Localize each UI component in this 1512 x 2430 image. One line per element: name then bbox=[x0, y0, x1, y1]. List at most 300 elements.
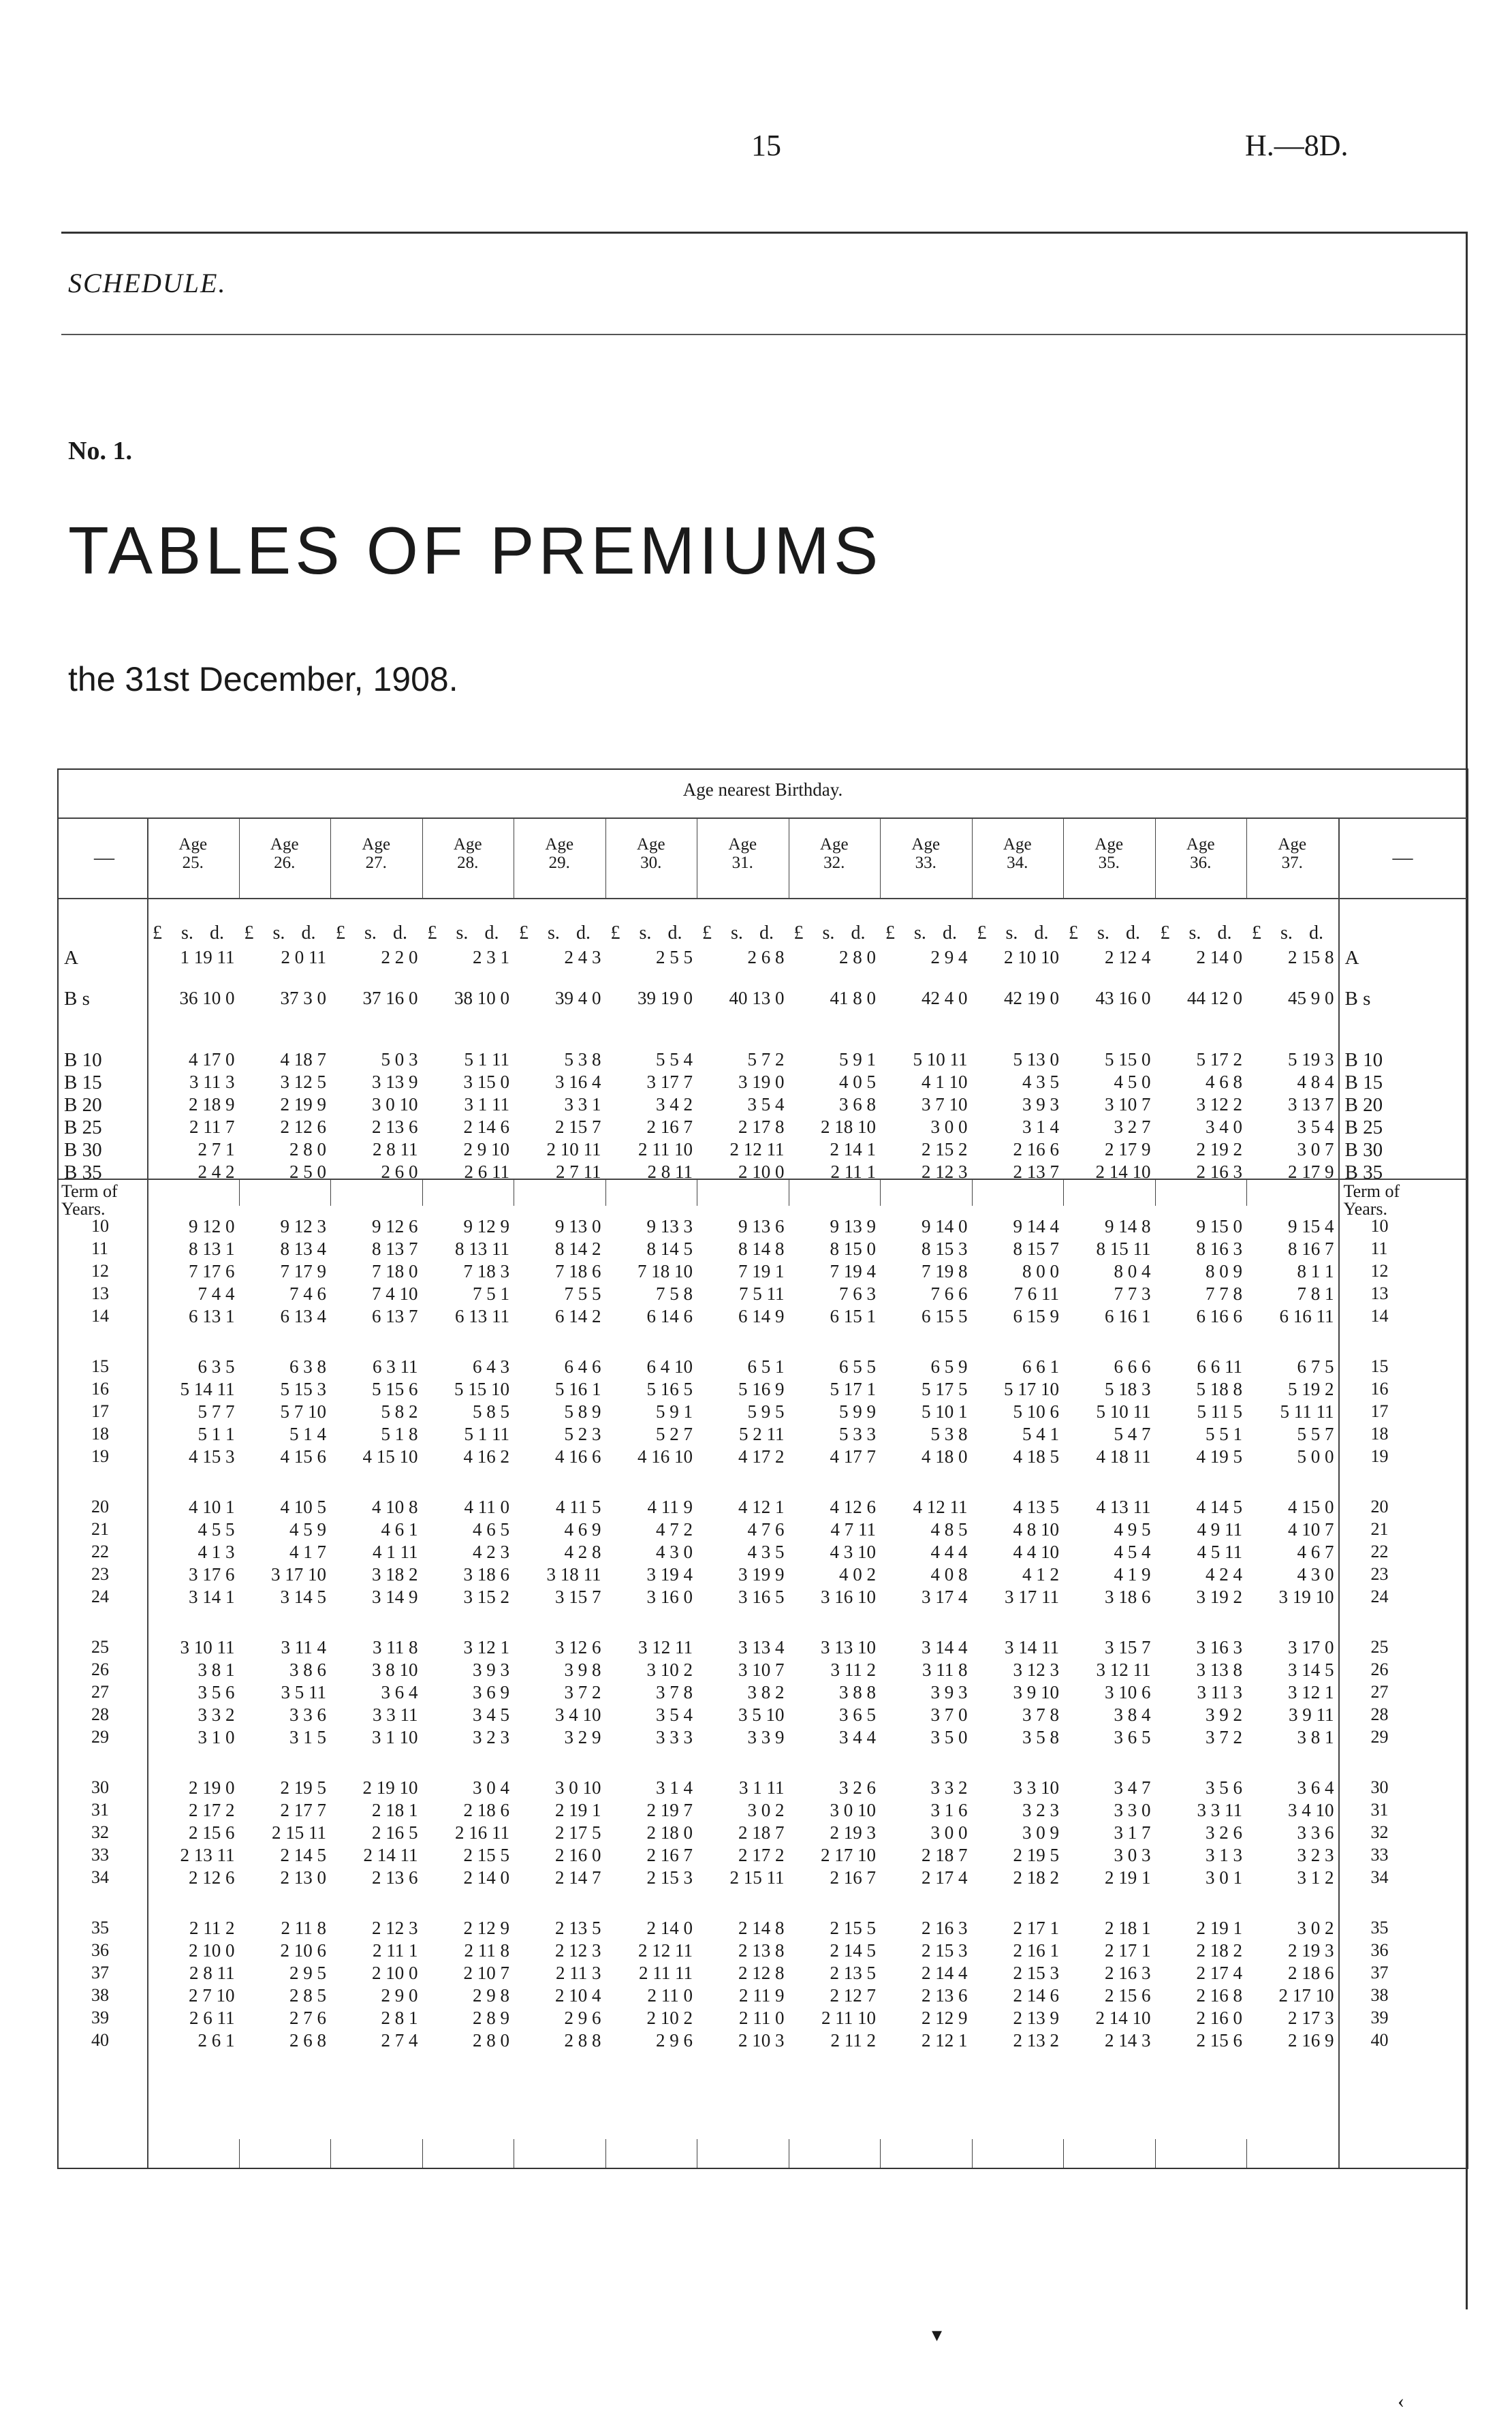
unit-label: £ bbox=[519, 922, 529, 944]
premium-value: 5 0 3 bbox=[381, 1049, 418, 1070]
premium-value: 2 13 7 bbox=[1013, 1162, 1059, 1182]
premium-value: 5 9 1 bbox=[656, 1401, 693, 1422]
premium-value: 42 19 0 bbox=[1004, 988, 1059, 1008]
term-year: 40 bbox=[91, 2030, 109, 2050]
premium-value: 3 3 2 bbox=[930, 1777, 968, 1798]
premium-value: 5 17 2 bbox=[1196, 1049, 1242, 1070]
unit-label: £ bbox=[427, 922, 437, 944]
age-value: 35. bbox=[1098, 854, 1120, 872]
premium-value: 2 17 4 bbox=[922, 1867, 968, 1888]
term-year: 39 bbox=[91, 2008, 109, 2027]
age-header bbox=[147, 835, 239, 872]
term-year: 28 bbox=[1370, 1704, 1389, 1724]
premium-value: 6 16 6 bbox=[1196, 1306, 1242, 1326]
premium-value: 4 5 0 bbox=[1114, 1072, 1151, 1092]
table-rule bbox=[59, 898, 1467, 899]
unit-label: s. bbox=[731, 922, 743, 944]
premium-value: 43 16 0 bbox=[1095, 988, 1151, 1008]
table-rule bbox=[605, 2139, 606, 2168]
premium-value: 8 0 9 bbox=[1206, 1261, 1242, 1281]
premium-value: 2 12 9 bbox=[463, 1918, 509, 1938]
premium-value: 4 1 2 bbox=[1022, 1564, 1059, 1585]
age-value: 34. bbox=[1007, 854, 1028, 872]
premium-value: 3 12 1 bbox=[463, 1637, 509, 1657]
premium-value: 6 3 11 bbox=[373, 1356, 418, 1377]
premium-value: 4 11 0 bbox=[464, 1497, 509, 1517]
premium-value: 5 19 3 bbox=[1288, 1049, 1334, 1070]
premium-value: 2 18 7 bbox=[922, 1845, 968, 1865]
premium-value: 2 7 1 bbox=[198, 1139, 235, 1159]
term-year: 30 bbox=[91, 1777, 109, 1797]
term-year: 13 bbox=[91, 1283, 109, 1303]
premium-value: 5 10 1 bbox=[922, 1401, 968, 1422]
premium-value: 2 18 2 bbox=[1013, 1867, 1059, 1888]
premium-value: 3 16 0 bbox=[646, 1587, 693, 1607]
unit-label: s. bbox=[548, 922, 560, 944]
premium-value: 7 18 3 bbox=[463, 1261, 509, 1281]
premium-value: 3 12 1 bbox=[1288, 1682, 1334, 1702]
premium-value: 3 7 10 bbox=[922, 1094, 968, 1115]
row-label: A bbox=[64, 947, 78, 969]
term-year: 27 bbox=[91, 1682, 109, 1702]
premium-value: 3 16 3 bbox=[1196, 1637, 1242, 1657]
premium-value: 8 1 1 bbox=[1297, 1261, 1334, 1281]
premium-value: 2 8 9 bbox=[473, 2008, 509, 2028]
premium-value: 4 7 2 bbox=[656, 1519, 693, 1540]
premium-value: 3 12 2 bbox=[1196, 1094, 1242, 1115]
premium-value: 4 4 4 bbox=[930, 1542, 968, 1562]
premium-value: 6 3 8 bbox=[289, 1356, 326, 1377]
premium-value: 9 13 3 bbox=[646, 1216, 693, 1236]
unit-label: d. bbox=[576, 922, 590, 944]
premium-value: 3 9 10 bbox=[1013, 1682, 1059, 1702]
premium-value: 40 13 0 bbox=[729, 988, 785, 1008]
premium-value: 2 18 7 bbox=[738, 1822, 785, 1843]
premium-value: 5 1 4 bbox=[289, 1424, 326, 1444]
page-subtitle: the 31st December, 1908. bbox=[68, 660, 458, 698]
premium-value: 39 19 0 bbox=[637, 988, 693, 1008]
premium-value: 3 12 3 bbox=[1013, 1660, 1059, 1680]
premium-value: 4 7 6 bbox=[747, 1519, 785, 1540]
premium-value: 4 18 11 bbox=[1096, 1446, 1151, 1467]
premium-value: 3 1 5 bbox=[289, 1727, 326, 1747]
premium-value: 6 5 1 bbox=[747, 1356, 785, 1377]
age-value: 26. bbox=[274, 854, 296, 872]
table-rule bbox=[1063, 1179, 1064, 1206]
premium-value: 3 14 1 bbox=[189, 1587, 235, 1607]
premium-value: 2 12 6 bbox=[189, 1867, 235, 1888]
term-year: 20 bbox=[91, 1497, 109, 1516]
premium-value: 3 0 2 bbox=[747, 1800, 785, 1820]
premium-value: 5 15 3 bbox=[280, 1379, 326, 1399]
premium-value: 2 2 0 bbox=[381, 947, 418, 967]
premium-value: 2 7 10 bbox=[189, 1985, 235, 2006]
premium-value: 5 2 11 bbox=[739, 1424, 785, 1444]
premium-value: 2 16 3 bbox=[1196, 1162, 1242, 1182]
premium-value: 2 11 8 bbox=[464, 1940, 509, 1961]
age-header bbox=[1155, 835, 1247, 872]
premium-value: 3 8 1 bbox=[198, 1660, 235, 1680]
premium-value: 2 13 9 bbox=[1013, 2008, 1059, 2028]
term-year: 21 bbox=[91, 1519, 109, 1539]
premium-value: 3 1 10 bbox=[372, 1727, 418, 1747]
term-year: 14 bbox=[91, 1306, 109, 1326]
premium-value: 2 15 3 bbox=[922, 1940, 968, 1961]
premium-value: 6 13 4 bbox=[280, 1306, 326, 1326]
premium-value: 2 8 5 bbox=[289, 1985, 326, 2006]
unit-label: d. bbox=[667, 922, 682, 944]
premium-value: 7 5 8 bbox=[656, 1283, 693, 1304]
premium-value: 6 4 10 bbox=[646, 1356, 693, 1377]
premium-value: 6 4 3 bbox=[473, 1356, 509, 1377]
premium-value: 3 9 2 bbox=[1206, 1704, 1242, 1725]
unit-label: s. bbox=[272, 922, 285, 944]
unit-label: £ bbox=[1160, 922, 1170, 944]
premium-value: 5 8 5 bbox=[473, 1401, 509, 1422]
premium-value: 2 10 2 bbox=[646, 2008, 693, 2028]
premium-value: 2 8 11 bbox=[189, 1963, 235, 1983]
premium-value: 3 6 4 bbox=[1297, 1777, 1334, 1798]
age-value: 31. bbox=[731, 854, 753, 872]
premium-value: 2 15 5 bbox=[463, 1845, 509, 1865]
page-number: 15 bbox=[751, 129, 781, 162]
premium-value: 4 8 10 bbox=[1013, 1519, 1059, 1540]
age-value: 33. bbox=[915, 854, 936, 872]
page-title: TABLES OF PREMIUMS bbox=[68, 513, 883, 588]
premium-value: 8 15 0 bbox=[830, 1239, 876, 1259]
premium-value: 2 10 4 bbox=[555, 1985, 601, 2006]
age-prefix: Age bbox=[728, 835, 757, 854]
table-rule bbox=[880, 1179, 881, 1206]
premium-value: 3 10 7 bbox=[738, 1660, 785, 1680]
premium-value: 3 5 4 bbox=[656, 1704, 693, 1725]
age-value: 30. bbox=[640, 854, 662, 872]
premium-value: 5 16 5 bbox=[646, 1379, 693, 1399]
premium-value: 3 9 3 bbox=[473, 1660, 509, 1680]
premium-value: 2 11 2 bbox=[189, 1918, 235, 1938]
unit-label: £ bbox=[977, 922, 987, 944]
row-label: B 10 bbox=[64, 1049, 102, 1071]
premium-value: 7 6 6 bbox=[930, 1283, 968, 1304]
premium-value: 2 14 11 bbox=[363, 1845, 418, 1865]
premium-value: 5 19 2 bbox=[1288, 1379, 1334, 1399]
premium-value: 44 12 0 bbox=[1187, 988, 1242, 1008]
premium-value: 2 15 8 bbox=[1288, 947, 1334, 967]
premium-value: 2 14 7 bbox=[555, 1867, 601, 1888]
premium-value: 4 6 9 bbox=[564, 1519, 601, 1540]
premium-value: 4 2 4 bbox=[1206, 1564, 1242, 1585]
unit-label: s. bbox=[456, 922, 469, 944]
term-year: 15 bbox=[1370, 1356, 1389, 1376]
header-dash: — bbox=[1392, 846, 1413, 869]
age-header bbox=[239, 835, 331, 872]
term-heading bbox=[1344, 1183, 1400, 1218]
premium-value: 2 4 3 bbox=[564, 947, 601, 967]
premium-value: 2 19 9 bbox=[280, 1094, 326, 1115]
header-rule bbox=[61, 232, 1466, 234]
premium-value: 5 18 8 bbox=[1196, 1379, 1242, 1399]
premium-value: 9 12 9 bbox=[463, 1216, 509, 1236]
premium-value: 4 5 11 bbox=[1197, 1542, 1242, 1562]
premium-value: 4 13 5 bbox=[1013, 1497, 1059, 1517]
row-label: B 20 bbox=[64, 1094, 102, 1116]
premium-value: 3 10 6 bbox=[1105, 1682, 1151, 1702]
premium-value: 2 14 0 bbox=[463, 1867, 509, 1888]
premium-value: 2 16 5 bbox=[372, 1822, 418, 1843]
premium-value: 3 9 3 bbox=[930, 1682, 968, 1702]
premium-value: 7 7 8 bbox=[1206, 1283, 1242, 1304]
unit-label: £ bbox=[610, 922, 620, 944]
premium-value: 7 5 1 bbox=[473, 1283, 509, 1304]
premium-value: 4 12 6 bbox=[830, 1497, 876, 1517]
premium-value: 5 13 0 bbox=[1013, 1049, 1059, 1070]
term-year: 31 bbox=[91, 1800, 109, 1820]
premium-value: 2 18 6 bbox=[1288, 1963, 1334, 1983]
premium-value: 4 14 5 bbox=[1196, 1497, 1242, 1517]
row-label: B 15 bbox=[1344, 1072, 1383, 1093]
premium-value: 5 1 8 bbox=[381, 1424, 418, 1444]
premium-value: 2 12 11 bbox=[638, 1940, 693, 1961]
term-year: 33 bbox=[91, 1845, 109, 1865]
unit-label: d. bbox=[484, 922, 499, 944]
premium-value: 5 17 1 bbox=[830, 1379, 876, 1399]
premium-value: 3 17 4 bbox=[922, 1587, 968, 1607]
table-rule bbox=[1063, 2139, 1064, 2168]
premium-value: 3 13 8 bbox=[1196, 1660, 1242, 1680]
premium-value: 5 4 7 bbox=[1114, 1424, 1151, 1444]
premium-value: 2 6 11 bbox=[189, 2008, 235, 2028]
premium-value: 3 18 6 bbox=[1105, 1587, 1151, 1607]
premium-value: 2 11 3 bbox=[556, 1963, 601, 1983]
premium-value: 5 0 0 bbox=[1297, 1446, 1334, 1467]
premium-value: 3 19 0 bbox=[738, 1072, 785, 1092]
age-value: 37. bbox=[1281, 854, 1303, 872]
premium-value: 2 13 6 bbox=[372, 1117, 418, 1137]
premium-value: 3 18 6 bbox=[463, 1564, 509, 1585]
premium-value: 2 10 11 bbox=[546, 1139, 601, 1159]
term-year: 19 bbox=[1370, 1446, 1389, 1466]
premium-value: 2 6 8 bbox=[289, 2030, 326, 2051]
premium-value: 5 9 1 bbox=[839, 1049, 876, 1070]
premium-value: 5 10 11 bbox=[913, 1049, 968, 1070]
term-year: 21 bbox=[1370, 1519, 1389, 1539]
premium-value: 2 15 3 bbox=[1013, 1963, 1059, 1983]
premium-value: 7 4 6 bbox=[289, 1283, 326, 1304]
premium-value: 8 14 8 bbox=[738, 1239, 785, 1259]
premium-value: 2 11 8 bbox=[281, 1918, 326, 1938]
premium-value: 2 19 1 bbox=[1105, 1867, 1151, 1888]
premium-value: 3 1 11 bbox=[739, 1777, 785, 1798]
term-year: 16 bbox=[1370, 1379, 1389, 1399]
unit-label: d. bbox=[210, 922, 224, 944]
premium-value: 2 8 1 bbox=[381, 2008, 418, 2028]
premium-value: 2 19 7 bbox=[646, 1800, 693, 1820]
premium-value: 4 17 7 bbox=[830, 1446, 876, 1467]
premium-value: 9 14 8 bbox=[1105, 1216, 1151, 1236]
premium-value: 4 9 11 bbox=[1197, 1519, 1242, 1540]
footer-mark: ‹ bbox=[1398, 2390, 1404, 2412]
term-year: 35 bbox=[1370, 1918, 1389, 1937]
premium-value: 6 7 5 bbox=[1297, 1356, 1334, 1377]
premium-value: 7 4 10 bbox=[372, 1283, 418, 1304]
premium-value: 6 15 1 bbox=[830, 1306, 876, 1326]
number-label: No. 1. bbox=[68, 437, 132, 465]
premium-value: 3 19 2 bbox=[1196, 1587, 1242, 1607]
premium-value: 4 18 0 bbox=[922, 1446, 968, 1467]
premium-value: 6 13 11 bbox=[455, 1306, 509, 1326]
premium-value: 3 15 0 bbox=[463, 1072, 509, 1092]
age-prefix: Age bbox=[1278, 835, 1307, 854]
term-year: 31 bbox=[1370, 1800, 1389, 1820]
premium-value: 6 6 1 bbox=[1022, 1356, 1059, 1377]
premium-value: 4 10 7 bbox=[1288, 1519, 1334, 1540]
premium-value: 2 18 1 bbox=[372, 1800, 418, 1820]
row-label: B 15 bbox=[64, 1072, 102, 1093]
premium-value: 2 14 1 bbox=[830, 1139, 876, 1159]
premium-value: 7 17 6 bbox=[189, 1261, 235, 1281]
term-year: 26 bbox=[1370, 1660, 1389, 1679]
premium-value: 3 12 11 bbox=[638, 1637, 693, 1657]
premium-value: 4 12 1 bbox=[738, 1497, 785, 1517]
footer-mark: ▾ bbox=[932, 2324, 943, 2346]
premium-value: 2 9 4 bbox=[930, 947, 968, 967]
premium-value: 3 8 2 bbox=[747, 1682, 785, 1702]
premium-value: 2 14 3 bbox=[1105, 2030, 1151, 2051]
premium-value: 4 6 1 bbox=[381, 1519, 418, 1540]
premium-value: 3 0 0 bbox=[930, 1822, 968, 1843]
premium-value: 2 19 3 bbox=[1288, 1940, 1334, 1961]
premium-value: 2 12 8 bbox=[738, 1963, 785, 1983]
unit-label: s. bbox=[1005, 922, 1018, 944]
premium-value: 2 8 11 bbox=[373, 1139, 418, 1159]
premium-value: 4 12 11 bbox=[913, 1497, 968, 1517]
premium-value: 8 13 4 bbox=[280, 1239, 326, 1259]
premium-value: 3 1 6 bbox=[930, 1800, 968, 1820]
premium-value: 5 18 3 bbox=[1105, 1379, 1151, 1399]
premium-value: 3 12 11 bbox=[1096, 1660, 1151, 1680]
term-year: 13 bbox=[1370, 1283, 1389, 1303]
schedule-label: SCHEDULE. bbox=[68, 268, 227, 298]
premium-value: 2 11 1 bbox=[373, 1940, 418, 1961]
premium-value: 3 1 7 bbox=[1114, 1822, 1151, 1843]
premium-value: 4 0 2 bbox=[839, 1564, 876, 1585]
premium-value: 3 15 7 bbox=[1105, 1637, 1151, 1657]
premium-value: 3 3 11 bbox=[1197, 1800, 1242, 1820]
premium-value: 7 7 3 bbox=[1114, 1283, 1151, 1304]
premium-value: 2 17 10 bbox=[821, 1845, 876, 1865]
premium-value: 2 14 6 bbox=[1013, 1985, 1059, 2006]
premium-value: 2 19 0 bbox=[189, 1777, 235, 1798]
premium-value: 2 13 5 bbox=[830, 1963, 876, 1983]
premium-value: 5 9 5 bbox=[747, 1401, 785, 1422]
premium-value: 3 19 9 bbox=[738, 1564, 785, 1585]
premium-value: 3 7 0 bbox=[930, 1704, 968, 1725]
premium-value: 2 15 2 bbox=[922, 1139, 968, 1159]
premium-value: 5 9 9 bbox=[839, 1401, 876, 1422]
premium-value: 3 13 4 bbox=[738, 1637, 785, 1657]
premium-value: 2 6 8 bbox=[747, 947, 785, 967]
premium-value: 2 14 5 bbox=[280, 1845, 326, 1865]
term-year: 32 bbox=[1370, 1822, 1389, 1842]
age-value: 27. bbox=[365, 854, 387, 872]
premium-value: 3 1 4 bbox=[1022, 1117, 1059, 1137]
premium-value: 3 19 10 bbox=[1278, 1587, 1334, 1607]
premium-value: 2 16 11 bbox=[455, 1822, 509, 1843]
premium-value: 9 13 0 bbox=[555, 1216, 601, 1236]
unit-label: £ bbox=[702, 922, 712, 944]
age-prefix: Age bbox=[1094, 835, 1124, 854]
premium-value: 2 12 1 bbox=[922, 2030, 968, 2051]
premium-value: 3 5 6 bbox=[1206, 1777, 1242, 1798]
premium-value: 7 5 11 bbox=[739, 1283, 785, 1304]
premium-value: 5 3 8 bbox=[564, 1049, 601, 1070]
premium-value: 3 2 3 bbox=[1297, 1845, 1334, 1865]
premium-value: 2 7 6 bbox=[289, 2008, 326, 2028]
age-prefix: Age bbox=[545, 835, 574, 854]
premium-value: 5 8 9 bbox=[564, 1401, 601, 1422]
premium-value: 5 7 10 bbox=[280, 1401, 326, 1422]
premium-value: 4 16 10 bbox=[637, 1446, 693, 1467]
age-header bbox=[514, 835, 605, 872]
premium-value: 4 18 7 bbox=[280, 1049, 326, 1070]
row-label: B 10 bbox=[1344, 1049, 1383, 1071]
premium-value: 2 8 0 bbox=[289, 1139, 326, 1159]
premium-value: 5 7 2 bbox=[747, 1049, 785, 1070]
premium-value: 3 0 10 bbox=[555, 1777, 601, 1798]
premium-value: 4 19 5 bbox=[1196, 1446, 1242, 1467]
premium-value: 5 16 1 bbox=[555, 1379, 601, 1399]
premium-value: 3 14 5 bbox=[280, 1587, 326, 1607]
term-year: 37 bbox=[91, 1963, 109, 1982]
premium-table bbox=[57, 768, 1468, 2169]
unit-label: d. bbox=[1126, 922, 1140, 944]
premium-value: 7 19 1 bbox=[738, 1261, 785, 1281]
table-rule bbox=[1155, 1179, 1156, 1206]
term-year: 23 bbox=[1370, 1564, 1389, 1584]
unit-label: £ bbox=[336, 922, 345, 944]
premium-value: 8 13 11 bbox=[455, 1239, 509, 1259]
premium-value: 3 6 9 bbox=[473, 1682, 509, 1702]
table-rule bbox=[147, 817, 148, 2168]
premium-value: 5 11 11 bbox=[1280, 1401, 1334, 1422]
premium-value: 2 17 3 bbox=[1288, 2008, 1334, 2028]
premium-value: 2 14 8 bbox=[738, 1918, 785, 1938]
premium-value: 2 6 11 bbox=[464, 1162, 509, 1182]
premium-value: 3 2 9 bbox=[564, 1727, 601, 1747]
premium-value: 4 1 9 bbox=[1114, 1564, 1151, 1585]
term-heading bbox=[61, 1183, 118, 1218]
premium-value: 3 8 10 bbox=[372, 1660, 418, 1680]
age-prefix: Age bbox=[1003, 835, 1032, 854]
term-year: 12 bbox=[1370, 1261, 1389, 1281]
premium-value: 3 12 5 bbox=[280, 1072, 326, 1092]
premium-value: 2 19 3 bbox=[830, 1822, 876, 1843]
premium-value: 3 1 2 bbox=[1297, 1867, 1334, 1888]
premium-value: 3 7 2 bbox=[564, 1682, 601, 1702]
term-year: 17 bbox=[1370, 1401, 1389, 1421]
age-prefix: Age bbox=[819, 835, 849, 854]
premium-value: 6 13 1 bbox=[189, 1306, 235, 1326]
premium-value: 9 12 0 bbox=[189, 1216, 235, 1236]
premium-value: 7 17 9 bbox=[280, 1261, 326, 1281]
age-header bbox=[972, 835, 1064, 872]
premium-value: 4 1 3 bbox=[198, 1542, 235, 1562]
row-label: B 30 bbox=[64, 1139, 102, 1161]
premium-value: 2 11 0 bbox=[647, 1985, 693, 2006]
premium-value: 4 3 0 bbox=[656, 1542, 693, 1562]
premium-value: 5 1 11 bbox=[464, 1424, 509, 1444]
premium-value: 5 8 2 bbox=[381, 1401, 418, 1422]
